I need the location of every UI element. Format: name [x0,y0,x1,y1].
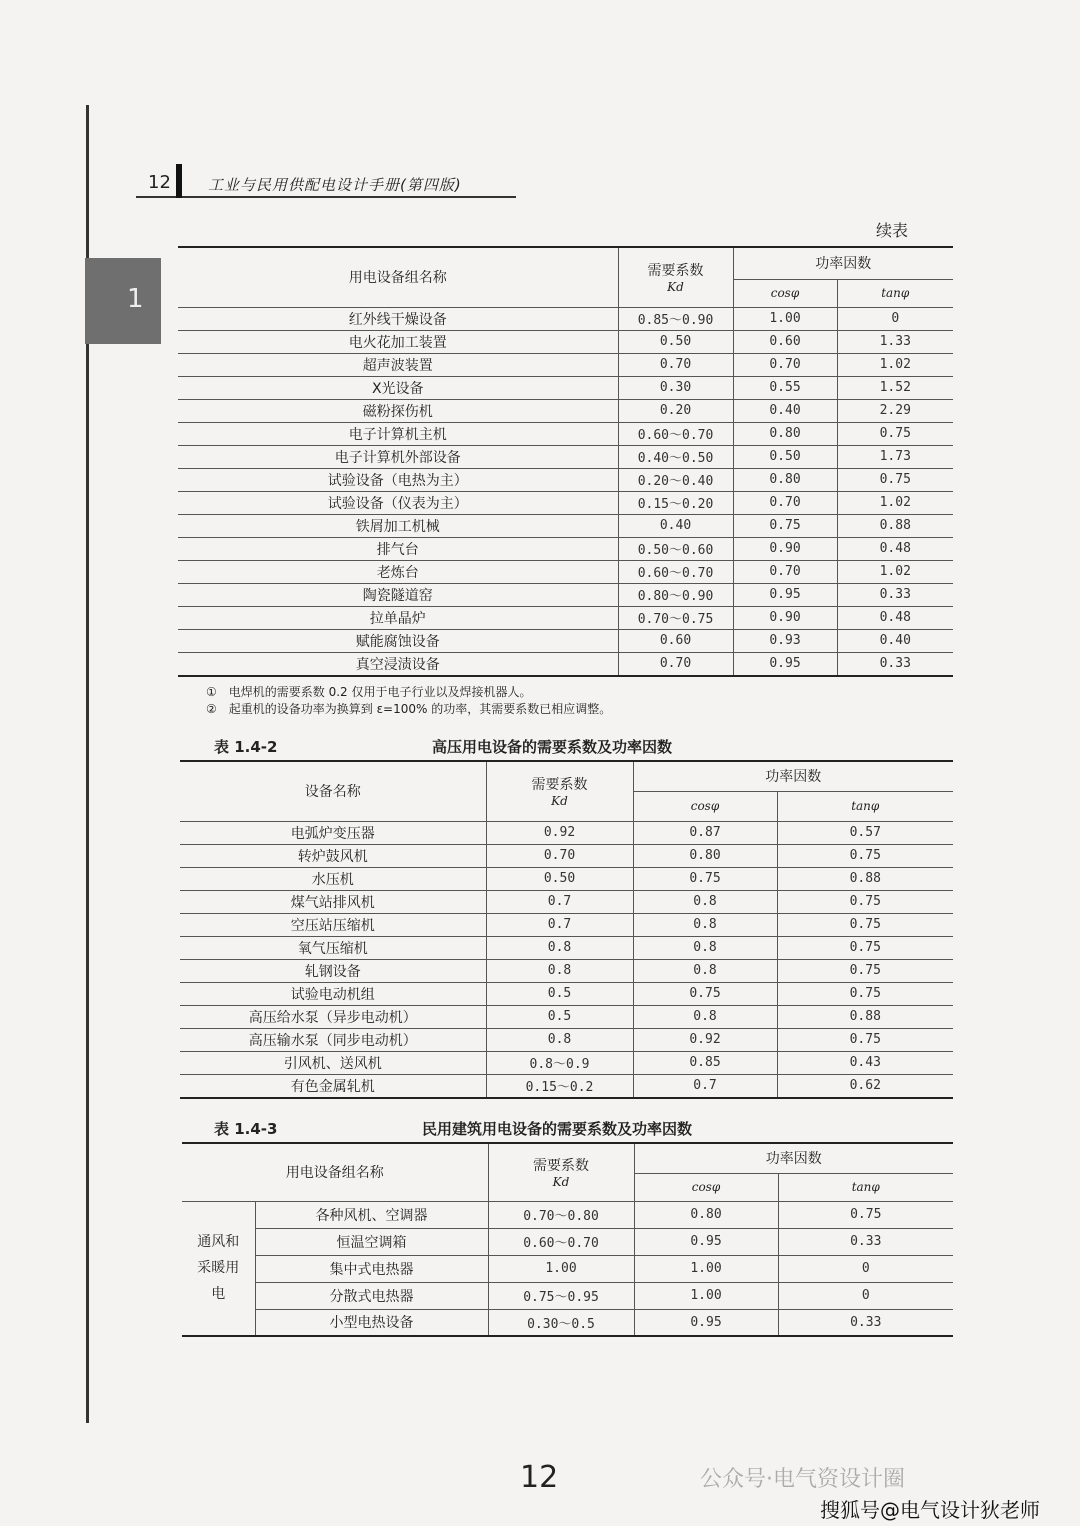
cell-tan: 0.75 [777,982,953,1005]
cell-kd: 0.5 [486,1005,633,1028]
cell-tan: 0.88 [777,1005,953,1028]
table-row [178,606,953,629]
table-row [178,376,953,399]
cell-name: 转炉鼓风机 [180,844,486,867]
cell-cos: 0.75 [633,867,777,890]
cell-cos: 0.92 [633,1028,777,1051]
cell-tan: 0.75 [778,1201,953,1228]
cell-name: 拉单晶炉 [178,606,618,629]
cell-name: 电弧炉变压器 [180,821,486,844]
cell-cos: 0.40 [733,399,837,422]
cell-cos: 0.8 [633,936,777,959]
cell-kd: 0.50 [486,867,633,890]
cell-cos: 0.70 [733,353,837,376]
cell-kd: 0.70 [618,652,733,676]
cell-tan: 0.40 [837,629,953,652]
table-row [178,629,953,652]
cell-cos: 1.00 [634,1255,778,1282]
cell-kd: 0.70～0.75 [618,606,733,629]
col-header-kd [618,247,733,307]
col-header-name: 用电设备组名称 [178,247,618,307]
cell-cos: 0.55 [733,376,837,399]
table-row [180,1005,953,1028]
cell-tan: 0.75 [837,422,953,445]
cell-kd: 0.8 [486,959,633,982]
cell-kd: 0.15～0.20 [618,491,733,514]
cell-kd: 0.5 [486,982,633,1005]
cell-name: 集中式电热器 [255,1255,488,1282]
cell-cos: 0.95 [733,583,837,606]
running-header [136,168,516,198]
table-1-continued [178,246,953,677]
header-bar [176,164,182,198]
col-header-cos: cosφ [733,279,837,307]
col-header-name: 设备名称 [180,761,486,821]
col-header-pf: 功率因数 [633,761,953,791]
cell-cos: 1.00 [634,1282,778,1309]
cell-tan: 2.29 [837,399,953,422]
cell-tan: 0.75 [777,913,953,936]
table-row [178,514,953,537]
cell-cos: 0.95 [634,1228,778,1255]
cell-tan: 0.33 [778,1228,953,1255]
table-notes [206,684,611,718]
cell-cos: 0.75 [733,514,837,537]
table-3-title: 民用建筑用电设备的需要系数及功率因数 [422,1120,693,1138]
cell-tan: 0.75 [777,890,953,913]
cell-name: 有色金属轧机 [180,1074,486,1098]
watermark-official-account: 公众号·电气资设计圈 [700,1467,905,1492]
cell-kd: 0.60～0.70 [618,560,733,583]
cell-name: 试验设备（仪表为主） [178,491,618,514]
cell-name: 恒温空调箱 [255,1228,488,1255]
table-2-title: 高压用电设备的需要系数及功率因数 [432,738,673,756]
cell-tan: 0.48 [837,606,953,629]
table-row [180,982,953,1005]
footer-page-number: 12 [520,1460,559,1495]
cell-tan: 0 [778,1255,953,1282]
cell-tan: 0.33 [837,583,953,606]
cell-cos: 1.00 [733,307,837,330]
col-header-tan: tanφ [778,1173,953,1201]
cell-tan: 1.02 [837,353,953,376]
table-row [180,1028,953,1051]
table-row [178,468,953,491]
watermark-sohu: 搜狐号@电气设计狄老师 [820,1498,1040,1522]
note-1: ① 电焊机的需要系数 0.2 仅用于电子行业以及焊接机器人。 [206,685,532,699]
table-row [182,1255,953,1282]
table-row [178,491,953,514]
cell-name: 高压给水泵（异步电动机） [180,1005,486,1028]
cell-kd: 0.92 [486,821,633,844]
table-3 [182,1142,953,1337]
col-header-kd [488,1143,634,1201]
header-book-title: 工业与民用供配电设计手册(第四版) [208,176,462,194]
table-3-number: 表 1.4-3 [214,1120,278,1138]
col-header-name: 用电设备组名称 [182,1143,488,1201]
cell-name: X光设备 [178,376,618,399]
table-row [182,1201,953,1228]
header-page-number: 12 [148,172,171,193]
cell-kd: 0.75～0.95 [488,1282,634,1309]
cell-name: 赋能腐蚀设备 [178,629,618,652]
cell-name: 试验设备（电热为主） [178,468,618,491]
cell-name: 陶瓷隧道窑 [178,583,618,606]
table-row [180,936,953,959]
cell-name: 轧钢设备 [180,959,486,982]
table-2-number: 表 1.4-2 [214,738,278,756]
cell-cos: 0.93 [733,629,837,652]
table-row [180,959,953,982]
col-header-kd-symbol: Kd [667,280,684,295]
cell-kd: 0.15～0.2 [486,1074,633,1098]
cell-name: 排气台 [178,537,618,560]
chapter-number: 1 [127,284,144,314]
table-row [178,399,953,422]
cell-kd: 0.20～0.40 [618,468,733,491]
cell-tan: 1.52 [837,376,953,399]
cell-name: 氧气压缩机 [180,936,486,959]
cell-kd: 0.8 [486,936,633,959]
table-row [178,422,953,445]
table-row [180,844,953,867]
col-header-cos: cosφ [634,1173,778,1201]
cell-tan: 0.33 [778,1309,953,1336]
cell-cos: 0.95 [634,1309,778,1336]
cell-name: 试验电动机组 [180,982,486,1005]
cell-kd: 0.70 [486,844,633,867]
cell-cos: 0.95 [733,652,837,676]
continued-label: 续表 [876,221,909,240]
cell-cos: 0.80 [733,468,837,491]
cell-cos: 0.8 [633,913,777,936]
cell-name: 超声波装置 [178,353,618,376]
cell-tan: 0.75 [777,959,953,982]
table-row [182,1309,953,1336]
table-row [180,867,953,890]
cell-tan: 0.33 [837,652,953,676]
cell-cos: 0.87 [633,821,777,844]
col-header-pf: 功率因数 [634,1143,953,1173]
cell-name: 水压机 [180,867,486,890]
table-row [178,537,953,560]
table-2 [180,760,953,1099]
cell-kd: 0.70 [618,353,733,376]
chapter-side-tab [85,258,161,344]
cell-tan: 0.88 [777,867,953,890]
cell-name: 电火花加工装置 [178,330,618,353]
cell-kd: 0.30 [618,376,733,399]
cell-tan: 0.48 [837,537,953,560]
cell-kd: 0.20 [618,399,733,422]
cell-tan: 0.88 [837,514,953,537]
cell-kd: 0.70～0.80 [488,1201,634,1228]
cell-cos: 0.8 [633,959,777,982]
cell-kd: 1.00 [488,1255,634,1282]
cell-cos: 0.80 [733,422,837,445]
cell-name: 电子计算机主机 [178,422,618,445]
cell-kd: 0.30～0.5 [488,1309,634,1336]
cell-name: 红外线干燥设备 [178,307,618,330]
table-row [180,1074,953,1098]
cell-cos: 0.80 [634,1201,778,1228]
col-header-kd-label: 需要系数 [531,777,588,794]
cell-cos: 0.8 [633,1005,777,1028]
cell-cos: 0.60 [733,330,837,353]
cell-cos: 0.7 [633,1074,777,1098]
cell-tan: 1.02 [837,491,953,514]
cell-cos: 0.80 [633,844,777,867]
cell-kd: 0.8 [486,1028,633,1051]
cell-name: 磁粉探伤机 [178,399,618,422]
table-row [178,560,953,583]
cell-kd: 0.8～0.9 [486,1051,633,1074]
cell-tan: 0.57 [777,821,953,844]
table-row [178,445,953,468]
table-row [178,353,953,376]
table-row [182,1282,953,1309]
cell-cos: 0.90 [733,606,837,629]
cell-cos: 0.85 [633,1051,777,1074]
col-header-kd-symbol: Kd [552,1175,570,1190]
col-header-cos: cosφ [633,791,777,821]
cell-kd: 0.7 [486,913,633,936]
cell-name: 老炼台 [178,560,618,583]
cell-kd: 0.40 [618,514,733,537]
cell-name: 小型电热设备 [255,1309,488,1336]
cell-kd: 0.60～0.70 [618,422,733,445]
cell-tan: 1.73 [837,445,953,468]
cell-tan: 0.43 [777,1051,953,1074]
col-header-kd-symbol: Kd [551,794,568,809]
cell-cos: 0.75 [633,982,777,1005]
cell-name: 真空浸渍设备 [178,652,618,676]
col-header-tan: tanφ [777,791,953,821]
table-row [182,1228,953,1255]
cell-kd: 0.7 [486,890,633,913]
cell-kd: 0.60 [618,629,733,652]
cell-name: 煤气站排风机 [180,890,486,913]
table-row [178,330,953,353]
cell-cos: 0.90 [733,537,837,560]
cell-cos: 0.70 [733,491,837,514]
col-header-tan: tanφ [837,279,953,307]
cell-cos: 0.50 [733,445,837,468]
cell-cos: 0.70 [733,560,837,583]
cell-name: 高压输水泵（同步电动机） [180,1028,486,1051]
table-row [180,890,953,913]
cell-kd: 0.80～0.90 [618,583,733,606]
cell-kd: 0.50～0.60 [618,537,733,560]
category-cell: 通风和采暖用电 [182,1201,255,1336]
cell-kd: 0.40～0.50 [618,445,733,468]
cell-tan: 0.75 [777,1028,953,1051]
cell-kd: 0.50 [618,330,733,353]
col-header-kd-label: 需要系数 [647,263,704,280]
cell-cos: 0.8 [633,890,777,913]
cell-name: 铁屑加工机械 [178,514,618,537]
table-row [178,307,953,330]
cell-tan: 1.02 [837,560,953,583]
table-row [180,821,953,844]
cell-tan: 0.75 [777,844,953,867]
table-row [180,913,953,936]
col-header-pf: 功率因数 [733,247,953,279]
cell-name: 分散式电热器 [255,1282,488,1309]
col-header-kd [486,761,633,821]
cell-tan: 0 [837,307,953,330]
cell-name: 各种风机、空调器 [255,1201,488,1228]
cell-tan: 0.75 [777,936,953,959]
table-row [178,652,953,676]
table-row [178,583,953,606]
cell-name: 引风机、送风机 [180,1051,486,1074]
table-row [180,1051,953,1074]
cell-tan: 0.75 [837,468,953,491]
cell-kd: 0.85～0.90 [618,307,733,330]
col-header-kd-label: 需要系数 [533,1158,589,1175]
note-2: ② 起重机的设备功率为换算到 ε=100% 的功率，其需要系数已相应调整。 [206,702,612,716]
cell-name: 空压站压缩机 [180,913,486,936]
cell-tan: 0 [778,1282,953,1309]
cell-kd: 0.60～0.70 [488,1228,634,1255]
cell-tan: 0.62 [777,1074,953,1098]
cell-tan: 1.33 [837,330,953,353]
cell-name: 电子计算机外部设备 [178,445,618,468]
